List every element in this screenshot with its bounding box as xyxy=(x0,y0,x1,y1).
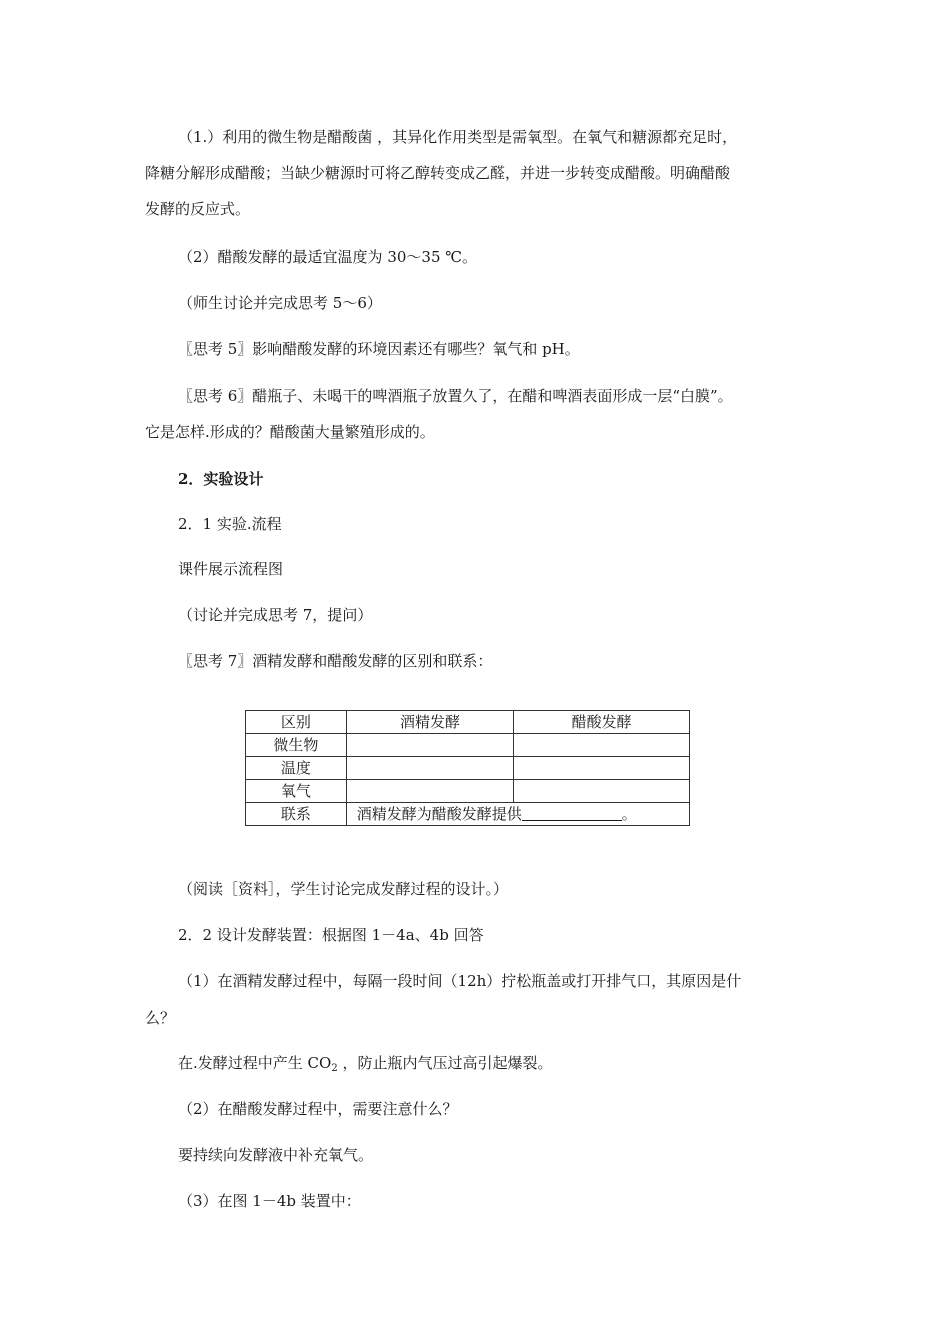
subsection-heading-2-1: 2．1 实验.流程 xyxy=(178,515,282,533)
paragraph-6: 课件展示流程图 xyxy=(178,560,284,578)
paragraph-4: 〖思考 5〗影响醋酸发酵的环境因素还有哪些？氧气和 pH。 xyxy=(178,340,580,358)
question-2: （2）在醋酸发酵过程中，需要注意什么？ xyxy=(178,1100,458,1118)
answer-1 xyxy=(178,1053,552,1079)
table-row xyxy=(246,780,690,803)
link-end: 。 xyxy=(621,805,637,823)
paragraph-1-line-3: 发酵的反应式。 xyxy=(145,200,251,218)
table-row-label: 氧气 xyxy=(246,780,347,803)
table-header-cell: 醋酸发酵 xyxy=(514,711,690,734)
table-cell-empty xyxy=(346,734,514,757)
table-row xyxy=(246,757,690,780)
table-row-link xyxy=(246,803,690,826)
paragraph-9: （阅读［资料］，学生讨论完成发酵过程的设计。） xyxy=(178,880,509,898)
table-cell-empty xyxy=(514,757,690,780)
table-header-cell: 酒精发酵 xyxy=(346,711,514,734)
answer-1-pre: 在.发酵过程中产生 CO xyxy=(178,1054,332,1072)
table-row-label: 温度 xyxy=(246,757,347,780)
answer-1-post: ，防止瓶内气压过高引起爆裂。 xyxy=(337,1054,553,1072)
table-row-label: 微生物 xyxy=(246,734,347,757)
paragraph-8: 〖思考 7〗酒精发酵和醋酸发酵的区别和联系： xyxy=(178,652,493,670)
paragraph-3: （师生讨论并完成思考 5～6） xyxy=(178,294,382,312)
link-cell xyxy=(346,803,689,826)
link-text: 酒精发酵为醋酸发酵提供 xyxy=(356,805,522,823)
paragraph-2: （2）醋酸发酵的最适宜温度为 30～35 ℃。 xyxy=(178,248,478,266)
question-3: （3）在图 1－4b 装置中： xyxy=(178,1192,361,1210)
table-cell-empty xyxy=(346,757,514,780)
comparison-table xyxy=(245,710,690,826)
table-cell-empty xyxy=(346,780,514,803)
table-header-cell: 区别 xyxy=(246,711,347,734)
paragraph-7: （讨论并完成思考 7，提问） xyxy=(178,606,373,624)
paragraph-5-line-1: 〖思考 6〗醋瓶子、未喝干的啤酒瓶子放置久了，在醋和啤酒表面形成一层“白膜”。 xyxy=(178,387,733,405)
subsection-heading-2-2: 2．2 设计发酵装置：根据图 1－4a、4b 回答 xyxy=(178,926,484,944)
answer-1-sub: 2 xyxy=(331,1063,338,1074)
paragraph-1-line-1: （1.）利用的微生物是醋酸菌 ，其异化作用类型是需氧型。在氧气和糖源都充足时， xyxy=(178,128,738,146)
table-row xyxy=(246,734,690,757)
question-1-line-1: （1）在酒精发酵过程中，每隔一段时间（12h）拧松瓶盖或打开排气口，其原因是什 xyxy=(178,972,742,990)
paragraph-5-line-2: 它是怎样.形成的？醋酸菌大量繁殖形成的。 xyxy=(145,423,435,441)
fill-in-blank xyxy=(522,806,622,821)
table-header-row xyxy=(246,711,690,734)
question-1-line-2: 么？ xyxy=(145,1009,176,1027)
paragraph-1-line-2: 降糖分解形成醋酸；当缺少糖源时可将乙醇转变成乙醛，并进一步转变成醋酸。明确醋酸 xyxy=(145,164,731,182)
table-row-label: 联系 xyxy=(246,803,347,826)
section-heading-2: 2．实验设计 xyxy=(178,470,264,488)
table-cell-empty xyxy=(514,780,690,803)
table-cell-empty xyxy=(514,734,690,757)
answer-2: 要持续向发酵液中补充氧气。 xyxy=(178,1146,374,1164)
